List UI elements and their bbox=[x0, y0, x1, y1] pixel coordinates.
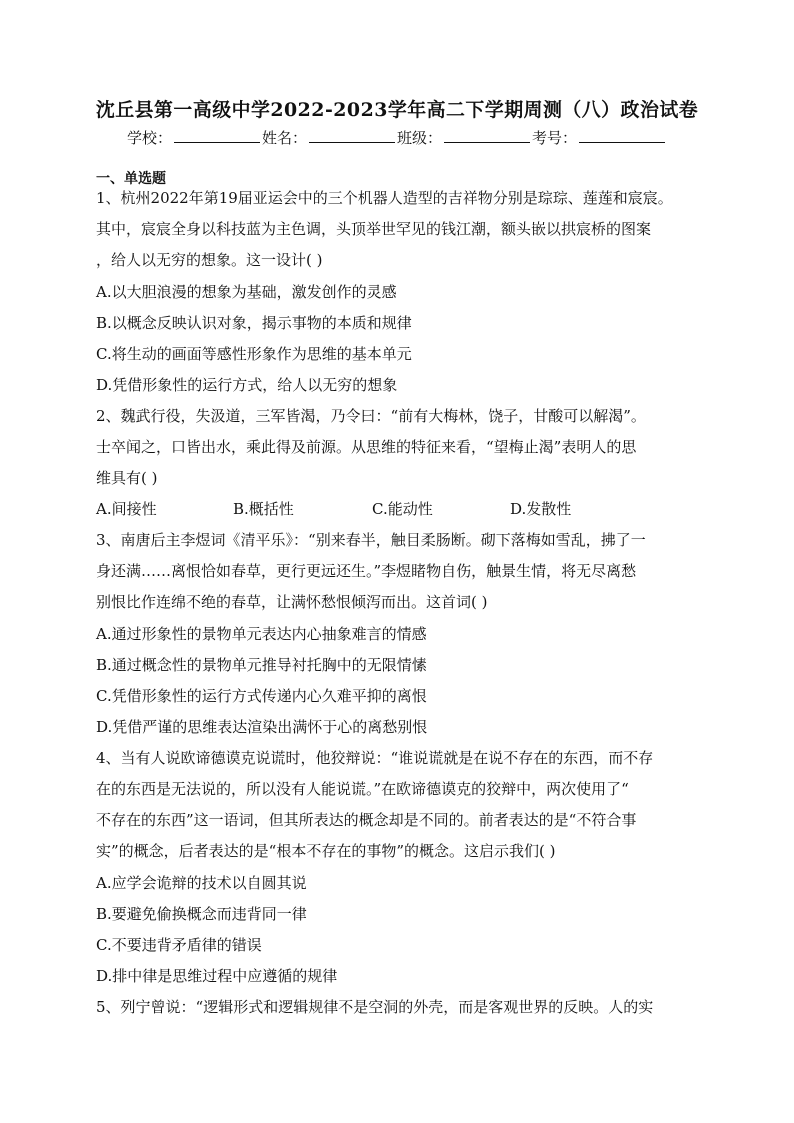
question-3-line-1: 3、南唐后主李煜词《清平乐》：“别来春半，触目柔肠断。砌下落梅如雪乱，拂了一 bbox=[96, 531, 646, 549]
question-1-option-b: B.以概念反映认识对象，揭示事物的本质和规律 bbox=[96, 314, 412, 332]
school-blank bbox=[174, 128, 260, 143]
name-blank bbox=[309, 128, 395, 143]
question-2-line-3: 维具有( ) bbox=[96, 469, 158, 487]
question-1-line-3: ，给人以无穷的想象。这一设计( ) bbox=[96, 251, 323, 269]
name-label: 姓名： bbox=[261, 129, 307, 147]
section-heading: 一、单选题 bbox=[96, 171, 166, 187]
exam-title: 沈丘县第一高级中学2022-2023学年高二下学期周测（八）政治试卷 bbox=[95, 99, 699, 121]
question-2-line-2: 士卒闻之，口皆出水，乘此得及前源。从思维的特征来看，“望梅止渴”表明人的思 bbox=[96, 438, 637, 456]
question-3-option-d: D.凭借严谨的思维表达渲染出满怀于心的离愁别恨 bbox=[96, 718, 428, 736]
question-1-option-a: A.以大胆浪漫的想象为基础，激发创作的灵感 bbox=[96, 283, 397, 301]
question-4-line-3: 不存在的东西”这一语词，但其所表达的概念却是不同的。前者表达的是“不符合事 bbox=[96, 811, 637, 829]
question-3-line-2: 身还满……离恨恰如春草，更行更远还生。”李煜睹物自伤，触景生情，将无尽离愁 bbox=[96, 562, 637, 580]
question-4-line-4: 实”的概念，后者表达的是“根本不存在的事物”的概念。这启示我们( ) bbox=[96, 842, 556, 860]
question-4-line-2: 在的东西是无法说的，所以没有人能说谎。”在欧谛德谟克的狡辩中，两次使用了“ bbox=[96, 780, 629, 798]
student-info-row bbox=[0, 127, 794, 148]
question-2-line-1: 2、魏武行役，失汲道，三军皆渴，乃令曰：“前有大梅林，饶子，甘酸可以解渴”。 bbox=[96, 407, 646, 425]
question-4-line-1: 4、当有人说欧谛德谟克说谎时，他狡辩说：“谁说谎就是在说不存在的东西，而不存 bbox=[96, 749, 654, 767]
question-2-option-d: D.发散性 bbox=[510, 500, 572, 518]
question-3-option-b: B.通过概念性的景物单元推导衬托胸中的无限情愫 bbox=[96, 656, 427, 674]
class-label: 班级： bbox=[397, 129, 443, 147]
question-3-option-c: C.凭借形象性的运行方式传递内心久难平抑的离恨 bbox=[96, 687, 427, 705]
question-2-option-b: B.概括性 bbox=[233, 500, 294, 518]
question-1-line-2: 其中，宸宸全身以科技蓝为主色调，头顶举世罕见的钱江潮，额头嵌以拱宸桥的图案 bbox=[96, 220, 652, 238]
question-1-line-1: 1、杭州2022年第19届亚运会中的三个机器人造型的吉祥物分别是琮琮、莲莲和宸宸。 bbox=[96, 189, 673, 207]
question-4-option-a: A.应学会诡辩的技术以自圆其说 bbox=[96, 874, 307, 892]
exam-number-label: 考号： bbox=[532, 129, 578, 147]
question-1-option-c: C.将生动的画面等感性形象作为思维的基本单元 bbox=[96, 345, 412, 363]
question-4-option-d: D.排中律是思维过程中应遵循的规律 bbox=[96, 967, 338, 985]
school-label: 学校： bbox=[126, 129, 172, 147]
class-blank bbox=[444, 128, 530, 143]
question-3-option-a: A.通过形象性的景物单元表达内心抽象难言的情感 bbox=[96, 625, 427, 643]
question-2-option-a: A.间接性 bbox=[96, 500, 157, 518]
question-5-line-1: 5、列宁曾说：“逻辑形式和逻辑规律不是空洞的外壳，而是客观世界的反映。人的实 bbox=[96, 998, 654, 1016]
exam-number-blank bbox=[579, 128, 665, 143]
question-1-option-d: D.凭借形象性的运行方式，给人以无穷的想象 bbox=[96, 376, 398, 394]
question-4-option-b: B.要避免偷换概念而违背同一律 bbox=[96, 905, 307, 923]
question-3-line-3: 别恨比作连绵不绝的春草，让满怀愁恨倾泻而出。这首词( ) bbox=[96, 593, 488, 611]
question-4-option-c: C.不要违背矛盾律的错误 bbox=[96, 936, 262, 954]
question-2-option-c: C.能动性 bbox=[372, 500, 433, 518]
